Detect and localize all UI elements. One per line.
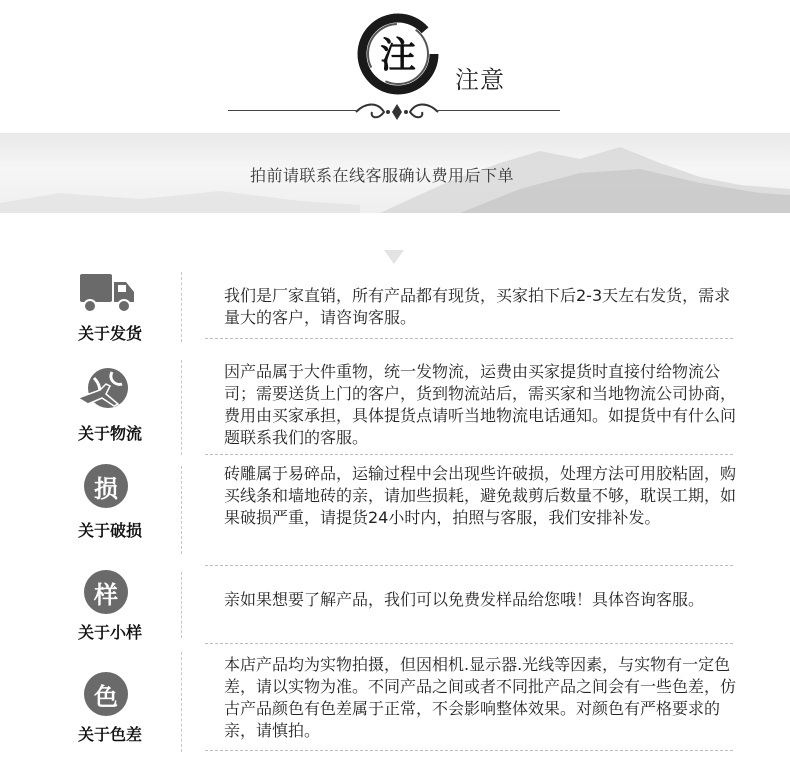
vertical-divider (181, 652, 182, 752)
truck-icon (76, 268, 136, 318)
section-text: 我们是厂家直销，所有产品都有现货，买家拍下后2-3天左右发货，需求量大的客户，请咨询客服。 (224, 286, 731, 327)
damage-icon: 损 (84, 464, 128, 508)
divider-right (438, 110, 560, 111)
dashed-divider (205, 338, 733, 339)
header (0, 0, 790, 130)
dashed-divider (205, 565, 733, 566)
section-text: 本店产品均为实物拍摄，但因相机.显示器.光线等因素，与实物有一定色差，请以实物为准。不同产品之间或者不同批产品之间会有一些色差，仿古产品颜色有色差属于正常，不会影响整体效果。对颜色有严格要求的亲，请慎拍。 (224, 655, 737, 740)
color-icon-wrap (76, 672, 136, 722)
arrow-down-icon (384, 250, 404, 264)
divider-left (228, 110, 356, 111)
ornament-icon (352, 100, 442, 124)
section-label: 关于小样 (77, 623, 142, 642)
section-label: 关于物流 (77, 424, 142, 443)
seal-char: 注 (379, 34, 417, 76)
section-text: 因产品属于大件重物，统一发物流，运费由买家提货时直接付给物流公司；需要送货上门的客户，货到物流站后，需买家和当地物流公司协商，费用由买家承担，具体提货点请听当地物流电话通知。如提货中有什么问题联系我们的客服。 (224, 362, 737, 447)
section-label: 关于色差 (77, 725, 142, 744)
section-label: 关于发货 (77, 324, 142, 343)
globe-plane-icon (76, 364, 136, 414)
brush-seal-icon (356, 12, 440, 96)
color-icon: 色 (84, 672, 128, 716)
dashed-divider (205, 750, 733, 751)
vertical-divider (181, 360, 182, 455)
section-text: 亲如果想要了解产品，我们可以免费发样品给您哦！具体咨询客服。 (224, 590, 705, 609)
sample-icon-wrap (76, 570, 136, 620)
dashed-divider (205, 454, 733, 455)
sample-icon: 样 (84, 570, 128, 614)
vertical-divider (181, 466, 182, 554)
page-title: 注意 (455, 66, 505, 94)
banner-text: 拍前请联系在线客服确认费用后下单 (250, 166, 515, 185)
damage-icon-wrap (76, 464, 136, 514)
notice-banner (0, 133, 790, 213)
dashed-divider (205, 643, 733, 644)
vertical-divider (181, 572, 182, 638)
vertical-divider (181, 272, 182, 342)
section-label: 关于破损 (77, 521, 142, 540)
section-text: 砖雕属于易碎品，运输过程中会出现些许破损，处理方法可用胶粘固，购买线条和墙地砖的亲，请加些损耗，避免裁剪后数量不够，耽误工期，如果破损严重，请提货24小时内，拍照与客服，我们安排补发。 (224, 464, 737, 527)
